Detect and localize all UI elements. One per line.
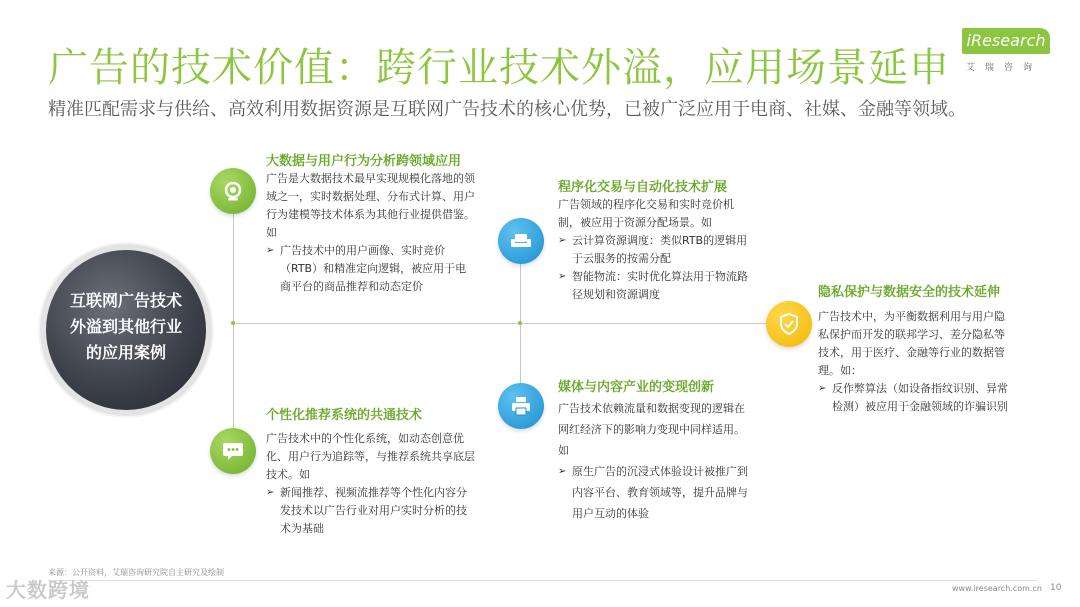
camera-icon <box>210 168 256 214</box>
card-body-bigdata <box>266 170 476 296</box>
sofa-icon <box>498 218 544 264</box>
card-title-privacy: 隐私保护与数据安全的技术延伸 <box>818 285 1001 300</box>
page-subtitle: 精准匹配需求与供给、高效利用数据资源是互联网广告技术的核心优势，已被广泛应用于电商、社媒、金融等领域。 <box>48 99 966 120</box>
hub-line-2: 外溢到其他行业 <box>69 317 182 336</box>
connector-1 <box>233 208 234 323</box>
connector-3 <box>520 258 521 323</box>
card-body-recommendation <box>266 430 476 538</box>
card-body-media <box>558 398 748 524</box>
watermark-logo: 大数跨境 <box>6 578 90 602</box>
timeline-dot <box>518 321 522 325</box>
card-body-programmatic <box>558 196 748 304</box>
source-note: 来源：公开资料，艾瑞咨询研究院自主研究及绘制 <box>48 568 224 577</box>
card-title-bigdata: 大数据与用户行为分析跨领域应用 <box>266 154 462 169</box>
hub-line-1: 互联网广告技术 <box>69 291 182 310</box>
card-bullet: ➢ 反作弊算法（如设备指纹识别、异常检测）被应用于金融领域的诈骗识别 <box>818 380 1010 416</box>
page-number: 10 <box>1050 583 1062 593</box>
logo-brand: iResearch <box>962 28 1050 54</box>
card-text: 广告技术依赖流量和数据变现的逻辑在网红经济下的影响力变现中同样适用。如 <box>558 402 745 457</box>
page-title: 广告的技术价值：跨行业技术外溢，应用场景延申 <box>48 45 950 91</box>
connector-2 <box>233 323 234 428</box>
card-title-programmatic: 程序化交易与自动化技术扩展 <box>558 180 728 195</box>
shield-check-icon <box>766 301 812 347</box>
printer-icon <box>498 383 544 429</box>
card-text: 广告是大数据技术最早实现规模化落地的领域之一，实时数据处理、分布式计算、用户行为建模等技术体系为其他行业提供借鉴。如 <box>266 172 475 239</box>
card-title-media: 媒体与内容产业的变现创新 <box>558 380 715 395</box>
logo-cn: 艾瑞咨询 <box>966 63 1043 73</box>
hub-text <box>46 288 206 366</box>
card-title-recommendation: 个性化推荐系统的共通技术 <box>266 408 423 423</box>
footer-url: www.iresearch.com.cn <box>952 584 1042 593</box>
timeline-horizontal <box>235 323 790 324</box>
footer-divider <box>48 580 1038 581</box>
hub-circle <box>40 244 212 416</box>
card-bullet: ➢ 云计算资源调度：类似RTB的逻辑用于云服务的按需分配 <box>558 232 748 268</box>
card-bullet: ➢ 智能物流：实时优化算法用于物流路径规划和资源调度 <box>558 268 748 304</box>
card-text: 广告领域的程序化交易和实时竞价机制，被应用于资源分配场景。如 <box>558 198 734 229</box>
hub-line-3: 的应用案例 <box>85 343 166 362</box>
card-body-privacy <box>818 308 1010 416</box>
card-bullet: ➢ 广告技术中的用户画像、实时竞价（RTB）和精准定向逻辑，被应用于电商平台的商品推荐和动态定价 <box>266 242 476 296</box>
iresearch-logo <box>962 28 1052 76</box>
timeline-dot <box>231 321 235 325</box>
card-bullet: ➢ 原生广告的沉浸式体验设计被推广到内容平台、教育领域等，提升品牌与用户互动的体验 <box>558 461 748 524</box>
card-text: 广告技术中，为平衡数据利用与用户隐私保护而开发的联邦学习、差分隐私等技术，用于医疗、金融等行业的数据管理。如： <box>818 310 1005 377</box>
card-text: 广告技术中的个性化系统，如动态创意优化、用户行为追踪等，与推荐系统共享底层技术。如 <box>266 432 475 481</box>
card-bullet: ➢ 新闻推荐、视频流推荐等个性化内容分发技术以广告行业对用户实时分析的技术为基础 <box>266 484 476 538</box>
chat-icon <box>210 428 256 474</box>
